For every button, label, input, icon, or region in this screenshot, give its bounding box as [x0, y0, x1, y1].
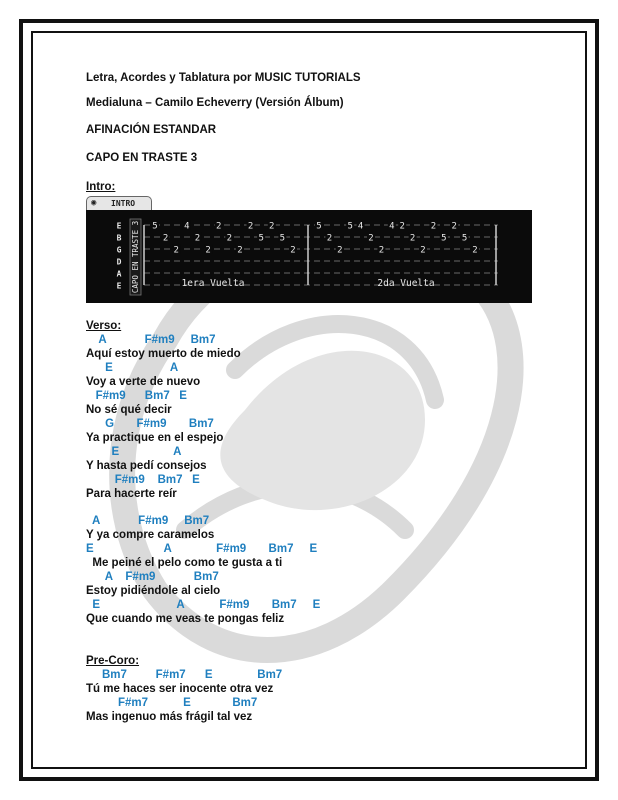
tab-note: 2	[420, 245, 426, 256]
tab-note: 2	[269, 221, 275, 232]
chord-line: F#m9 Bm7 E	[86, 390, 187, 402]
tab-note: 5	[347, 221, 353, 232]
tab-note: 2	[409, 233, 416, 244]
tab-note: 2	[451, 221, 457, 232]
chord-line: G F#m9 Bm7	[86, 418, 214, 430]
string-name: E	[116, 221, 122, 231]
tab-note: 5	[441, 233, 447, 244]
tab-note: 4	[389, 221, 395, 232]
credit-line: Letra, Acordes y Tablatura por MUSIC TUTORIALS	[86, 72, 361, 84]
tab-note: 2	[215, 221, 222, 232]
tab-note: 4	[357, 221, 364, 232]
tab-note: 2	[430, 221, 437, 232]
tablature-svg	[86, 210, 532, 303]
tab-note: 2	[326, 233, 333, 244]
intro-tab-tag	[86, 196, 152, 210]
tab-note: 2	[205, 245, 211, 256]
tab-note: 2	[226, 233, 233, 244]
string-name: B	[116, 233, 122, 243]
lyric-line: Que cuando me veas te pongas feliz	[86, 613, 285, 625]
lyric-line: Y hasta pedí consejos	[86, 460, 207, 472]
tab-note: 2	[368, 233, 374, 244]
tab-note: 2	[399, 221, 405, 232]
lyric-line: Tú me haces ser inocente otra vez	[86, 683, 274, 695]
lyric-line: Voy a verte de nuevo	[86, 376, 201, 388]
tab-note: 5	[316, 221, 322, 232]
tab-note: 2	[237, 245, 243, 256]
tab-note: 5	[461, 233, 468, 244]
second-pass-label: 2da Vuelta	[377, 278, 435, 289]
tab-note: 4	[184, 221, 190, 232]
intro-tablature	[86, 210, 532, 303]
tab-note: 2	[194, 233, 201, 244]
chord-line: F#m7 E Bm7	[86, 697, 258, 709]
tab-symbol-icon: ◉	[91, 198, 97, 208]
intro-tab-label: INTRO	[111, 199, 136, 208]
tab-note: 2	[162, 233, 169, 244]
lyric-line: Aquí estoy muerto de miedo	[86, 348, 241, 360]
lyric-line: Para hacerte reír	[86, 488, 177, 500]
chord-line: Bm7 F#m7 E Bm7	[86, 669, 283, 681]
lyric-line: Estoy pidiéndole al cielo	[86, 585, 221, 597]
tab-note: 5	[152, 221, 158, 232]
tab-note: 2	[290, 245, 296, 256]
precoro-heading: Pre-Coro:	[86, 655, 140, 667]
chord-line: E A	[86, 362, 179, 374]
string-name: D	[116, 257, 122, 267]
tab-note: 2	[337, 245, 343, 256]
chord-line: E A	[86, 446, 182, 458]
tab-note: 2	[378, 245, 385, 256]
chord-line: E A F#m9 Bm7 E	[86, 599, 321, 611]
intro-heading: Intro:	[86, 181, 116, 193]
tab-note: 5	[279, 233, 286, 244]
string-name: A	[116, 269, 122, 279]
chord-line: F#m9 Bm7 E	[86, 474, 200, 486]
lyric-line: No sé qué decir	[86, 404, 172, 416]
tab-note: 2	[472, 245, 478, 256]
string-name: G	[116, 245, 122, 255]
tab-note: 5	[258, 233, 264, 244]
chord-line: A F#m9 Bm7	[86, 515, 210, 527]
chord-line: E A F#m9 Bm7 E	[86, 543, 318, 555]
lyric-line: Y ya compre caramelos	[86, 529, 215, 541]
tab-note: 2	[173, 245, 179, 256]
lyric-line: Mas ingenuo más frágil tal vez	[86, 711, 253, 723]
capo-vertical-label: CAPO EN TRASTE 3	[131, 220, 140, 294]
tab-note: 2	[247, 221, 254, 232]
capo-line: CAPO EN TRASTE 3	[86, 152, 198, 164]
string-name: E	[116, 281, 122, 291]
chord-line: A F#m9 Bm7	[86, 334, 216, 346]
chord-line: A F#m9 Bm7	[86, 571, 219, 583]
lyric-line: Me peiné el pelo como te gusta a ti	[86, 557, 283, 569]
tuning-line: AFINACIÓN ESTANDAR	[86, 124, 217, 136]
verso-heading: Verso:	[86, 320, 122, 332]
lyric-line: Ya practique en el espejo	[86, 432, 224, 444]
first-pass-label: 1era Vuelta	[181, 278, 245, 289]
song-title: Medialuna – Camilo Echeverry (Versión Álbum)	[86, 97, 344, 109]
